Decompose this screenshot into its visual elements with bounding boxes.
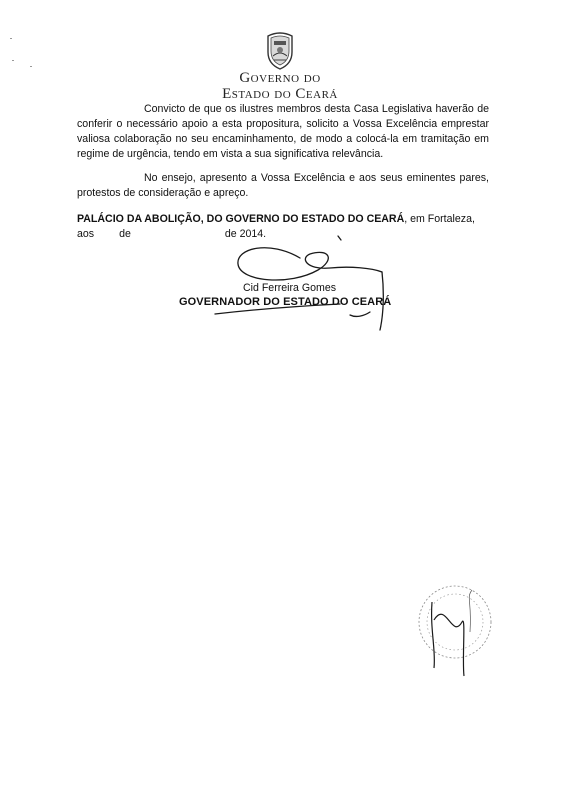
scan-mark [10, 38, 12, 39]
date-line [77, 227, 266, 242]
paragraph-request-text: Convicto de que os ilustres membros desta Casa Legislativa haverão de conferir o necessário apoio a esta propositura, solicito a Vossa Excelência emprestar valiosa colaboração no seu encaminhamento, de modo a colocá-la em tramitação em regime de urgência, tendo em vista a sua significativa relevância. [77, 103, 489, 160]
paragraph-closing-remarks [77, 171, 489, 201]
place-name: PALÁCIO DA ABOLIÇÃO, DO GOVERNO DO ESTADO DO CEARÁ [77, 213, 405, 225]
date-year: de 2014. [224, 228, 267, 240]
scan-mark [30, 66, 32, 67]
signer-name: Cid Ferreira Gomes [243, 282, 337, 294]
official-stamp-icon [419, 586, 491, 676]
paragraph-closing-remarks-text: No ensejo, apresento a Vossa Excelência e aos seus eminentes pares, protestos de consideração e apreço. [77, 172, 489, 199]
paragraph-request [77, 102, 489, 162]
scan-mark [12, 60, 14, 61]
place-line [77, 212, 489, 227]
state-coat-of-arms-icon [264, 30, 296, 70]
date-de-day: de [119, 228, 131, 240]
signer-title: GOVERNADOR DO ESTADO DO CEARÁ [179, 296, 392, 308]
date-aos: aos [77, 228, 95, 240]
header-government: Governo do [239, 70, 321, 86]
place-city: , em Fortaleza, [404, 213, 475, 225]
header-state: Estado do Ceará [222, 86, 338, 102]
